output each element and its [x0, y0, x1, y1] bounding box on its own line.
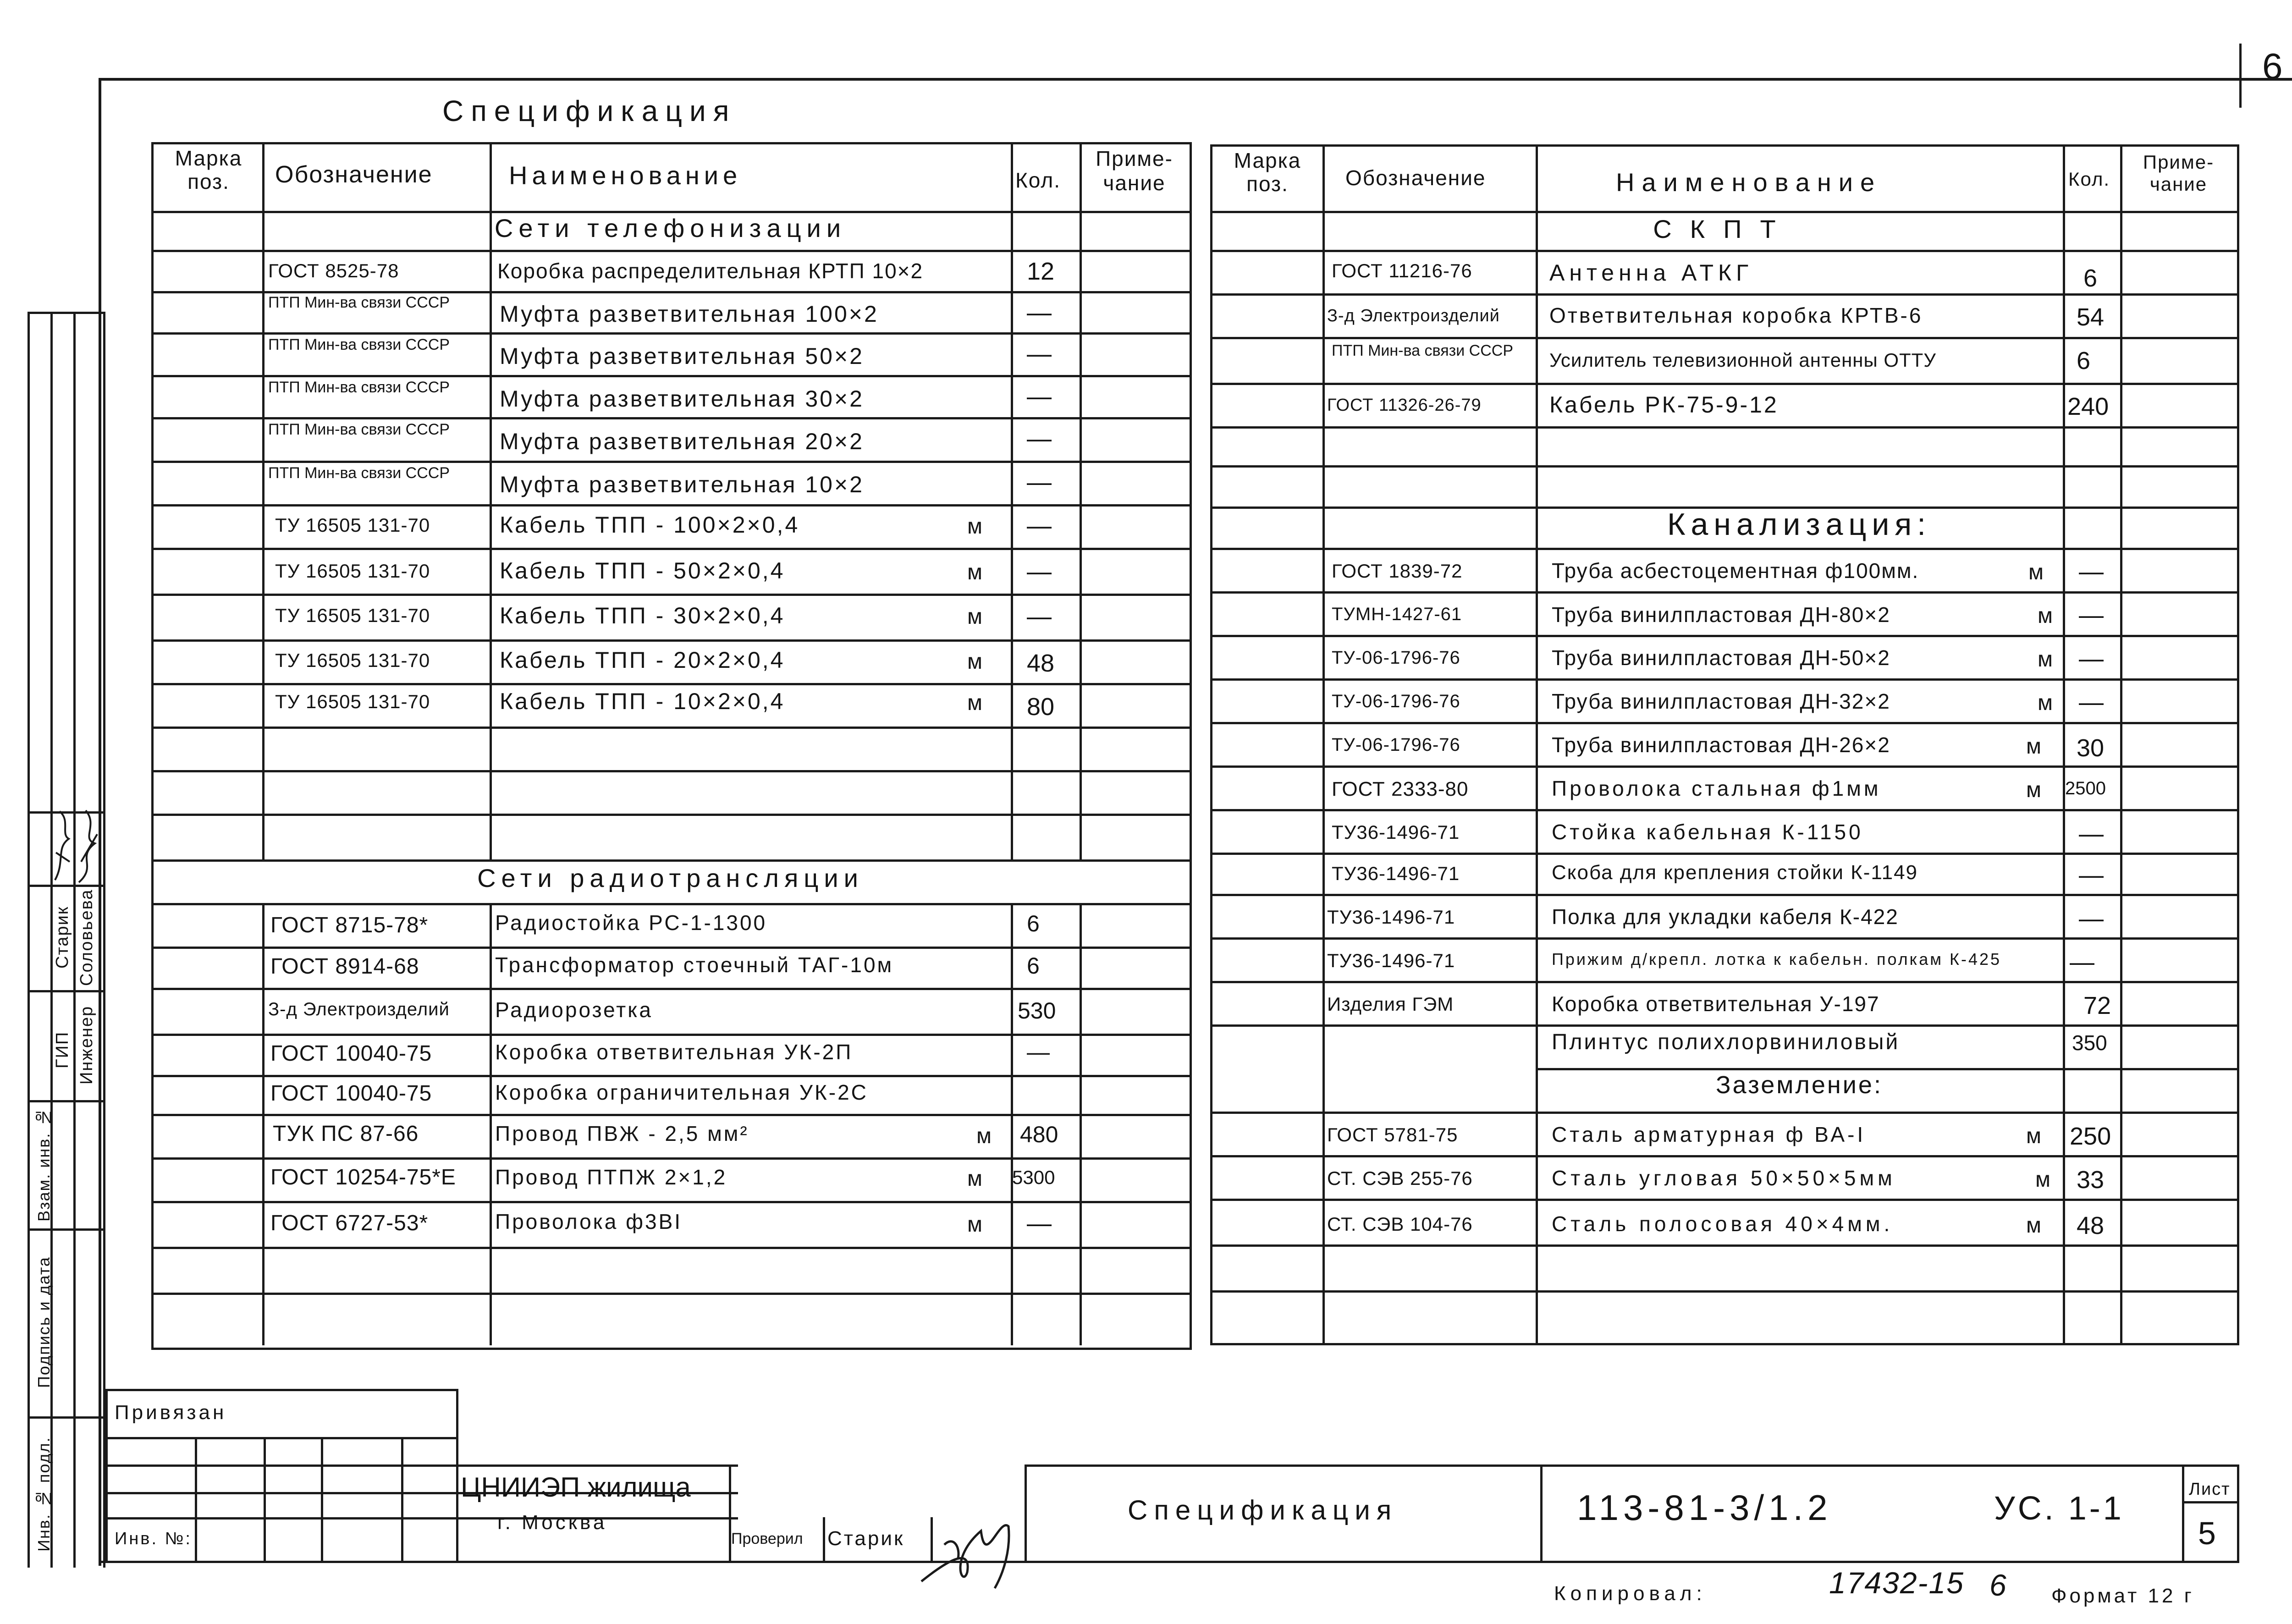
- sheet-title: Спецификация: [1128, 1495, 1398, 1525]
- format-label: Формат 12 г: [2051, 1585, 2194, 1607]
- doc-code: 113-81-3/1.2: [1577, 1487, 1832, 1528]
- left-section-2-title: Сети радиотрансляции: [477, 864, 864, 892]
- left-header-qty: Кол.: [1015, 168, 1061, 192]
- document-title: Спецификация: [442, 94, 737, 127]
- archive-number: 17432-15: [1829, 1566, 1964, 1600]
- sheet-label: Лист: [2189, 1480, 2231, 1499]
- org-name: ЦНИИЭП жилища: [461, 1472, 691, 1503]
- org-city: г. Москва: [497, 1511, 607, 1534]
- archive-sheet: 6: [1989, 1568, 2006, 1602]
- left-section-1-title: Сети телефонизации: [494, 214, 847, 242]
- side-role-gip: ГИП: [53, 1031, 72, 1068]
- checked-label: Проверил: [731, 1530, 803, 1547]
- side-field-inv-podl: Инв. № подл.: [34, 1437, 53, 1552]
- right-header-note: Приме-чание: [2143, 151, 2215, 195]
- right-header-name: Наименование: [1616, 168, 1882, 197]
- right-header-designation: Обозначение: [1345, 166, 1486, 190]
- checked-signature: [917, 1490, 1022, 1595]
- left-header-name: Наименование: [509, 161, 742, 190]
- side-name-starik: Старик: [53, 906, 72, 969]
- right-header-mark: Марка поз.: [1234, 149, 1301, 196]
- sheet-number: 5: [2198, 1515, 2216, 1551]
- copied-label: Копировал:: [1554, 1582, 1707, 1605]
- inv-label: Инв. №:: [115, 1529, 192, 1548]
- left-header-mark: Марка поз.: [175, 146, 242, 193]
- right-section-1-title: СКПТ: [1653, 215, 1794, 243]
- side-name-solovyeva: Соловьева: [77, 889, 96, 986]
- doc-mark: УС. 1-1: [1994, 1490, 2124, 1527]
- side-signature-2: [74, 807, 102, 885]
- right-header-qty: Кол.: [2068, 168, 2110, 190]
- side-role-engineer: Инженер: [77, 1005, 96, 1085]
- checked-name: Старик: [827, 1527, 905, 1550]
- right-section-2-title: Канализация:: [1667, 507, 1932, 542]
- page-number: 6: [2262, 46, 2283, 87]
- side-field-signature-date: Подпись и дата: [34, 1256, 53, 1388]
- left-header-note: Приме-чание: [1096, 147, 1173, 195]
- right-section-3-title: Заземление:: [1716, 1071, 1883, 1099]
- side-field-vzam-inv: Взам. инв. №: [34, 1107, 53, 1222]
- left-header-designation: Обозначение: [275, 161, 433, 188]
- bound-label: Привязан: [115, 1401, 227, 1424]
- side-signature-1: [51, 807, 74, 885]
